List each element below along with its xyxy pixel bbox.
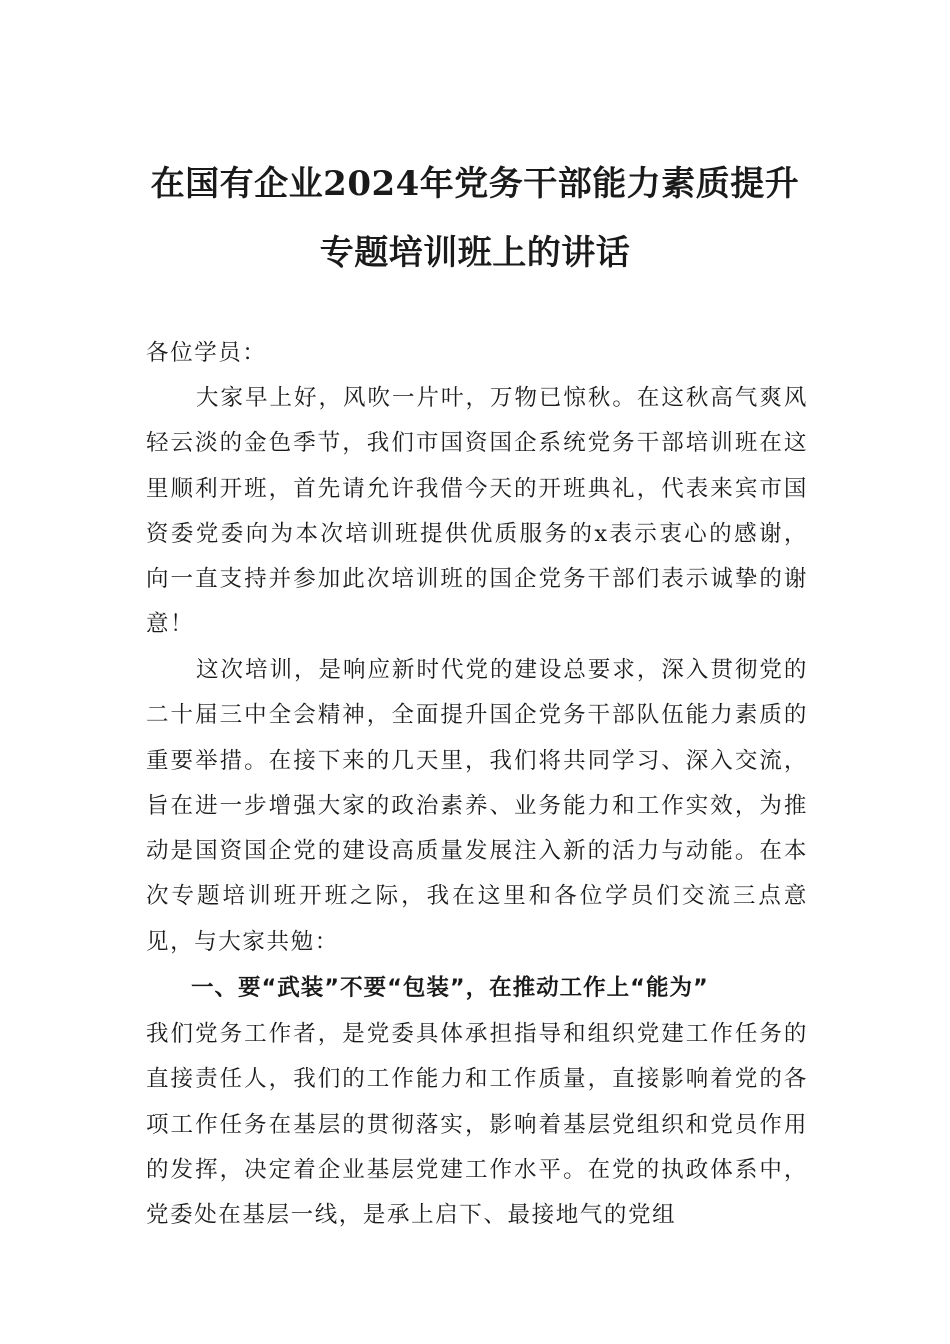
paragraph-section-1: 我们党务工作者，是党委具体承担指导和组织党建工作任务的直接责任人，我们的工作能力和工作质量，直接影响着党的各项工作任务在基层的贯彻落实，影响着基层党组织和党员作用的发挥，决定着企业基层党建工作水平。在党的执政体系中，党委处在基层一线，是承上启下、最接地气的党组 [146,1021,808,1229]
document-title-line-1: 在国有企业2024年党务干部能力素质提升 [150,164,800,204]
document-title-line-2: 专题培训班上的讲话 [319,233,631,273]
salutation: 各位学员： [146,340,267,366]
section-heading-1: 一、要“武装”不要“包装”，在推动工作上“能为” [191,975,709,1001]
paragraph-training-purpose: 这次培训，是响应新时代党的建设总要求，深入贯彻党的二十届三中全会精神，全面提升国企党务干部队伍能力素质的重要举措。在接下来的几天里，我们将共同学习、深入交流，旨在进一步增强大家的政治素养、业务能力和工作实效，为推动是国资国企党的建设高质量发展注入新的活力与动能。在本次专题培训班开班之际，我在这里和各位学员们交流三点意见，与大家共勉： [146,657,808,955]
paragraph-opening: 大家早上好，风吹一片叶，万物已惊秋。在这秋高气爽风轻云淡的金色季节，我们市国资国企系统党务干部培训班在这里顺利开班，首先请允许我借今天的开班典礼，代表来宾市国资委党委向为本次培训班提供优质服务的x表示衷心的感谢，向一直支持并参加此次培训班的国企党务干部们表示诚挚的谢意！ [146,385,808,638]
